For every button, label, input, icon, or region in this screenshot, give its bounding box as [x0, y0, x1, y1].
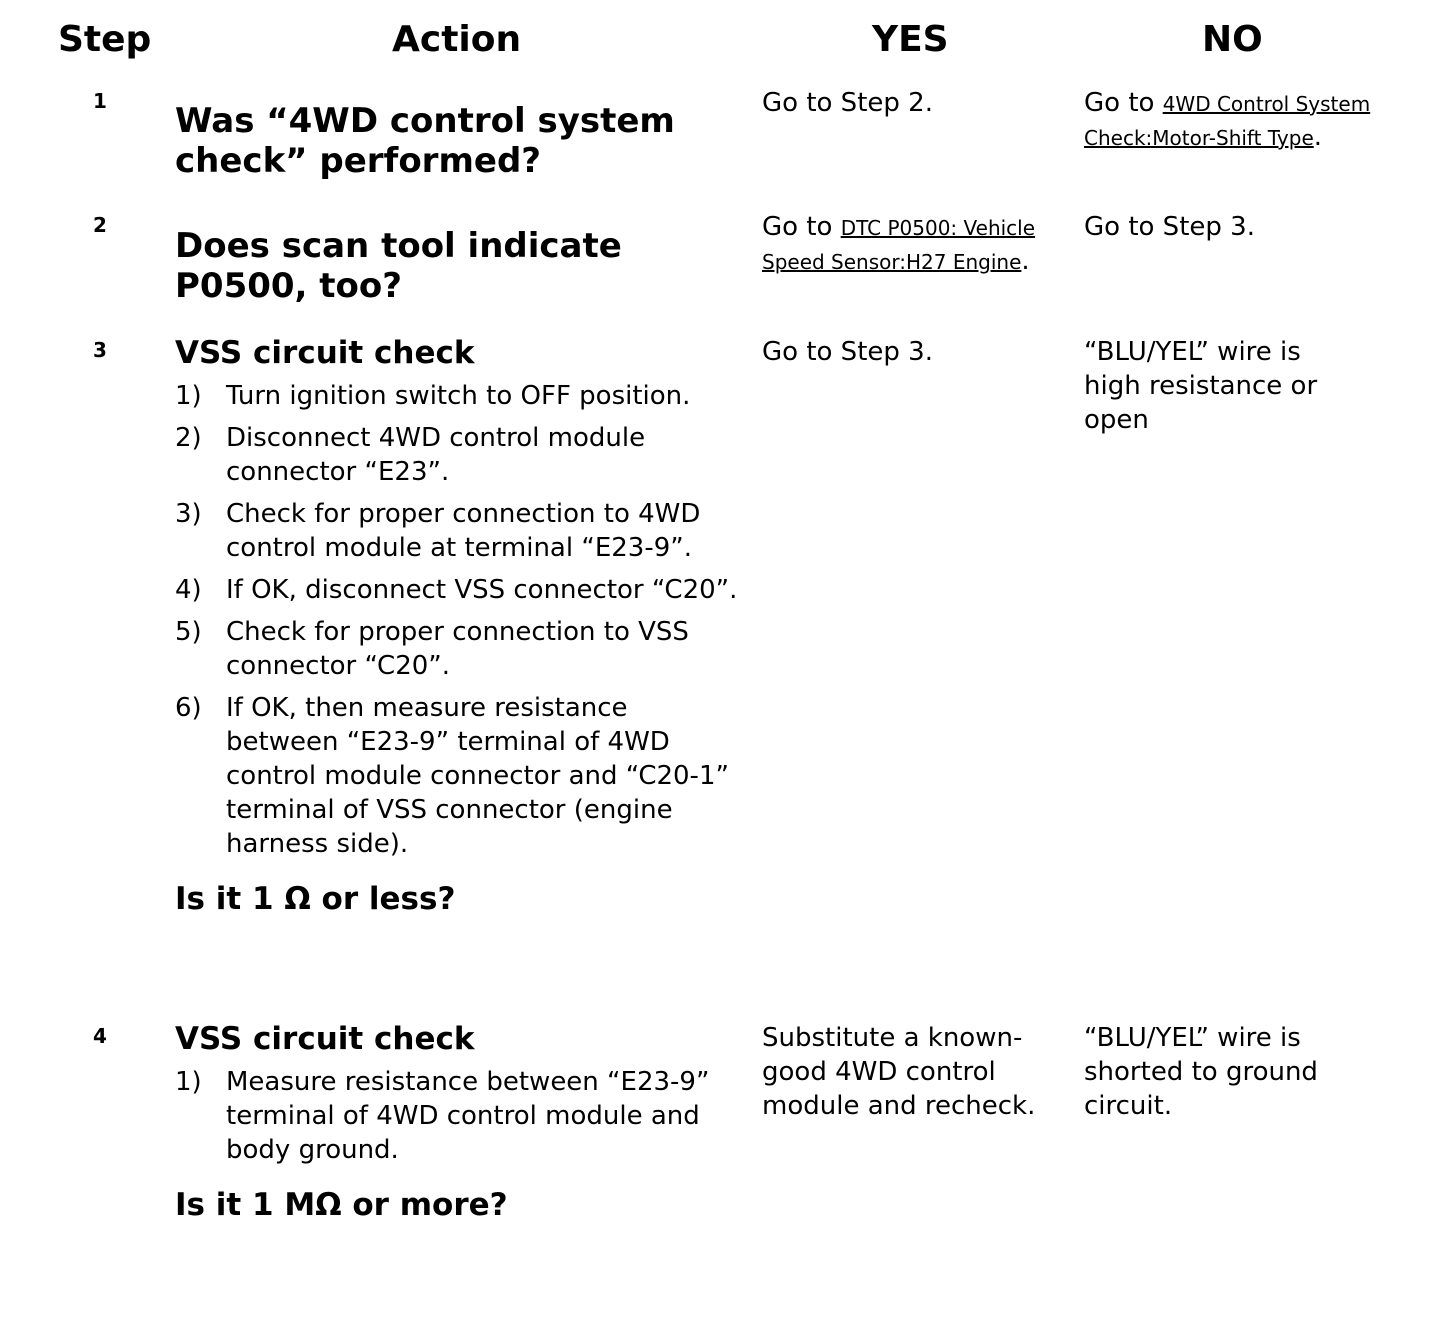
header-yes: YES: [872, 19, 949, 60]
step-4-question: Is it 1 MΩ or more?: [175, 1187, 508, 1223]
step-3-item-1: [175, 379, 745, 413]
step-3-title: VSS circuit check: [175, 335, 475, 371]
step-3-no: “BLU/YEL” wire is high resistance or open: [1084, 337, 1318, 435]
step-2-yes: [762, 210, 1052, 278]
step-4-yes: Substitute a known-good 4WD control module and recheck.: [762, 1023, 1036, 1121]
step-number-4: 4: [93, 1024, 107, 1048]
step-4-item-1: [175, 1065, 745, 1167]
step-1-no: [1084, 86, 1374, 154]
item-number: 5): [175, 617, 202, 647]
header-step: Step: [58, 19, 152, 60]
item-number: 4): [175, 575, 202, 605]
item-text: Check for proper connection to VSS connector “C20”.: [226, 617, 689, 681]
item-text: If OK, then measure resistance between “E23-9” terminal of 4WD control module connector and “C20-1” terminal of VSS connector (engine harness side).: [226, 693, 729, 859]
step-2-question-line-1: Does scan tool indicate: [175, 226, 622, 266]
step-number-3: 3: [93, 338, 107, 362]
item-text: Turn ignition switch to OFF position.: [226, 381, 691, 411]
step-number-1: 1: [93, 89, 107, 113]
step-3-item-4: [175, 573, 745, 607]
step-1-question: [175, 101, 675, 181]
step-3-question: Is it 1 Ω or less?: [175, 881, 456, 917]
step-1-question-line-1: Was “4WD control system: [175, 101, 675, 141]
item-number: 2): [175, 423, 202, 453]
step-2-yes-suffix: .: [1021, 246, 1030, 276]
step-1-no-link[interactable]: 4WD Control System Check:Motor-Shift Type: [1084, 92, 1371, 150]
item-number: 1): [175, 1067, 202, 1097]
step-4-title: VSS circuit check: [175, 1021, 475, 1057]
step-4-action: [175, 1021, 745, 1223]
step-2-question-line-2: P0500, too?: [175, 266, 402, 306]
step-2-yes-prefix: Go to: [762, 212, 841, 242]
step-2-no: Go to Step 3.: [1084, 212, 1255, 242]
step-3-item-6: [175, 691, 745, 861]
item-text: Disconnect 4WD control module connector “E23”.: [226, 423, 646, 487]
step-1-no-suffix: .: [1313, 122, 1323, 152]
step-3-item-3: [175, 497, 745, 565]
header-no: NO: [1202, 19, 1263, 60]
step-2-question: [175, 226, 622, 306]
item-text: If OK, disconnect VSS connector “C20”.: [226, 575, 738, 605]
step-4-procedure-list: [175, 1065, 745, 1167]
item-text: Measure resistance between “E23-9” terminal of 4WD control module and body ground.: [226, 1067, 710, 1165]
step-3-item-2: [175, 421, 745, 489]
step-3-item-5: [175, 615, 745, 683]
step-3-action: [175, 335, 745, 917]
step-number-2: 2: [93, 213, 107, 237]
item-number: 3): [175, 499, 202, 529]
item-number: 6): [175, 693, 202, 723]
header-action: Action: [392, 19, 522, 60]
step-2-yes-link[interactable]: DTC P0500: Vehicle Speed Sensor:H27 Engine: [762, 216, 1036, 274]
step-3-yes: Go to Step 3.: [762, 337, 933, 367]
step-4-no: “BLU/YEL” wire is shorted to ground circuit.: [1084, 1023, 1318, 1121]
item-number: 1): [175, 381, 202, 411]
step-1-no-prefix: Go to: [1084, 88, 1163, 118]
step-1-yes: Go to Step 2.: [762, 88, 933, 118]
step-3-procedure-list: [175, 379, 745, 861]
item-text: Check for proper connection to 4WD control module at terminal “E23-9”.: [226, 499, 701, 563]
step-1-question-line-2: check” performed?: [175, 141, 541, 181]
